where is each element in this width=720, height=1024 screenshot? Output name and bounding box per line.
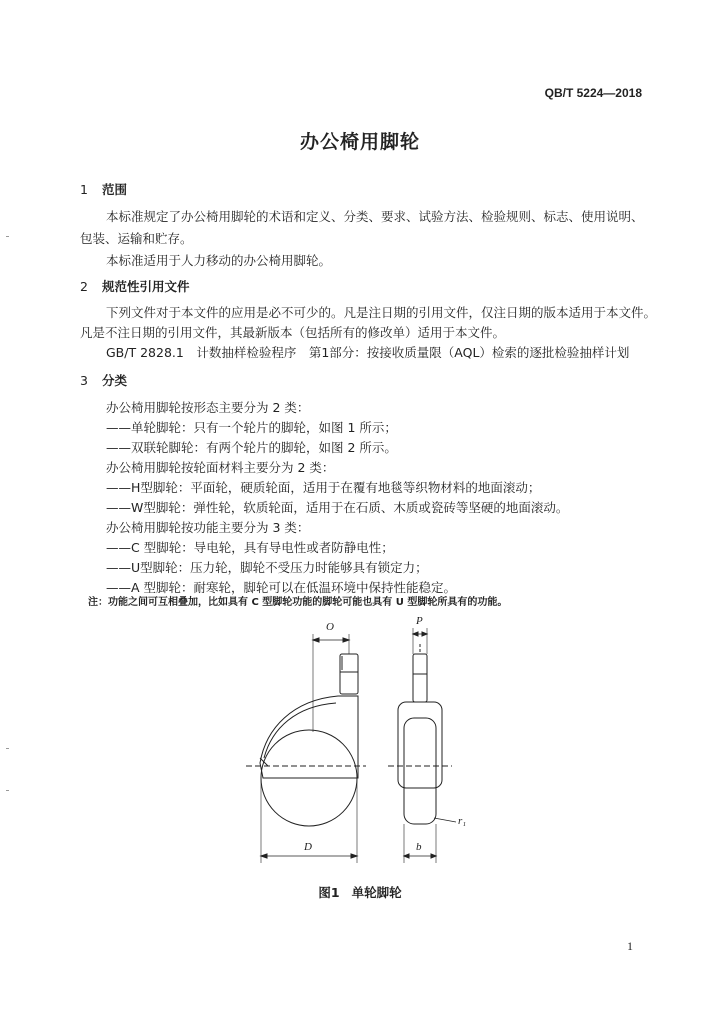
scan-mark <box>6 790 9 791</box>
list-item: ——H型脚轮：平面轮，硬质轮面，适用于在覆有地毯等织物材料的地面滚动； <box>106 480 541 495</box>
section-title: 规范性引用文件 <box>102 279 190 294</box>
paragraph: 办公椅用脚轮按轮面材料主要分为 2 类： <box>106 460 335 475</box>
section-title: 范围 <box>102 182 128 197</box>
label-d: D <box>304 841 312 853</box>
o-arrow-left <box>313 638 319 642</box>
section-1-heading <box>80 180 127 198</box>
list-item: ——C 型脚轮：导电轮，具有导电性或者防静电性； <box>106 540 394 555</box>
figure-title: 单轮脚轮 <box>351 885 402 900</box>
paragraph: 本标准适用于人力移动的办公椅用脚轮。 <box>106 253 332 268</box>
front-stem <box>413 654 427 702</box>
paragraph: 凡是不注日期的引用文件，其最新版本（包括所有的修改单）适用于本文件。 <box>80 325 506 340</box>
reference-entry: GB/T 2828.1 计数抽样检验程序 第1部分：按接收质量限（AQL）检索的逐批检验抽样计划 <box>106 345 630 360</box>
list-item: ——U型脚轮：压力轮，脚轮不受压力时能够具有锁定力； <box>106 560 428 575</box>
paragraph: 办公椅用脚轮按形态主要分为 2 类： <box>106 400 310 415</box>
label-b: b <box>416 841 422 853</box>
page-number: 1 <box>627 939 633 953</box>
d-arrow-left <box>261 854 267 858</box>
label-r1: r₁ <box>458 815 467 827</box>
o-arrow-right <box>343 638 349 642</box>
front-housing <box>398 702 442 788</box>
note: 注：功能之间可互相叠加，比如具有 C 型脚轮功能的脚轮可能也具有 U 型脚轮所具有的功能。 <box>88 597 508 608</box>
front-wheel <box>404 718 436 824</box>
scan-mark <box>6 748 9 749</box>
label-o: O <box>326 621 334 633</box>
section-number: 2 <box>80 279 88 294</box>
caster-drawing <box>238 608 483 876</box>
r1-leader <box>434 818 456 822</box>
section-2-heading <box>80 277 190 295</box>
section-3-heading <box>80 371 127 389</box>
scan-mark <box>6 236 9 237</box>
document-title: 办公椅用脚轮 <box>299 131 420 153</box>
side-stem <box>340 654 358 694</box>
d-arrow-right <box>351 854 357 858</box>
paragraph: 本标准规定了办公椅用脚轮的术语和定义、分类、要求、试验方法、检验规则、标志、使用说明、 <box>106 209 644 224</box>
list-item: ——单轮脚轮：只有一个轮片的脚轮，如图 1 所示； <box>106 420 397 435</box>
list-item: ——W型脚轮：弹性轮，软质轮面，适用于在石质、木质或瓷砖等坚硬的地面滚动。 <box>106 500 569 515</box>
list-item: ——双联轮脚轮：有两个轮片的脚轮，如图 2 所示。 <box>106 440 397 455</box>
paragraph: 下列文件对于本文件的应用是必不可少的。凡是注日期的引用文件，仅注日期的版本适用于本文件。 <box>106 305 657 320</box>
caster-figure <box>238 608 483 876</box>
section-number: 1 <box>80 182 88 197</box>
standard-code: QB/T 5224—2018 <box>544 86 642 100</box>
section-number: 3 <box>80 373 88 388</box>
label-p: P <box>416 615 423 627</box>
paragraph: 办公椅用脚轮按功能主要分为 3 类： <box>106 520 310 535</box>
list-item: ——A 型脚轮：耐寒轮，脚轮可以在低温环境中保持性能稳定。 <box>106 580 457 595</box>
section-title: 分类 <box>102 373 128 388</box>
paragraph: 包装、运输和贮存。 <box>80 231 193 246</box>
figure-caption <box>0 883 720 901</box>
figure-number: 图1 <box>318 885 340 900</box>
